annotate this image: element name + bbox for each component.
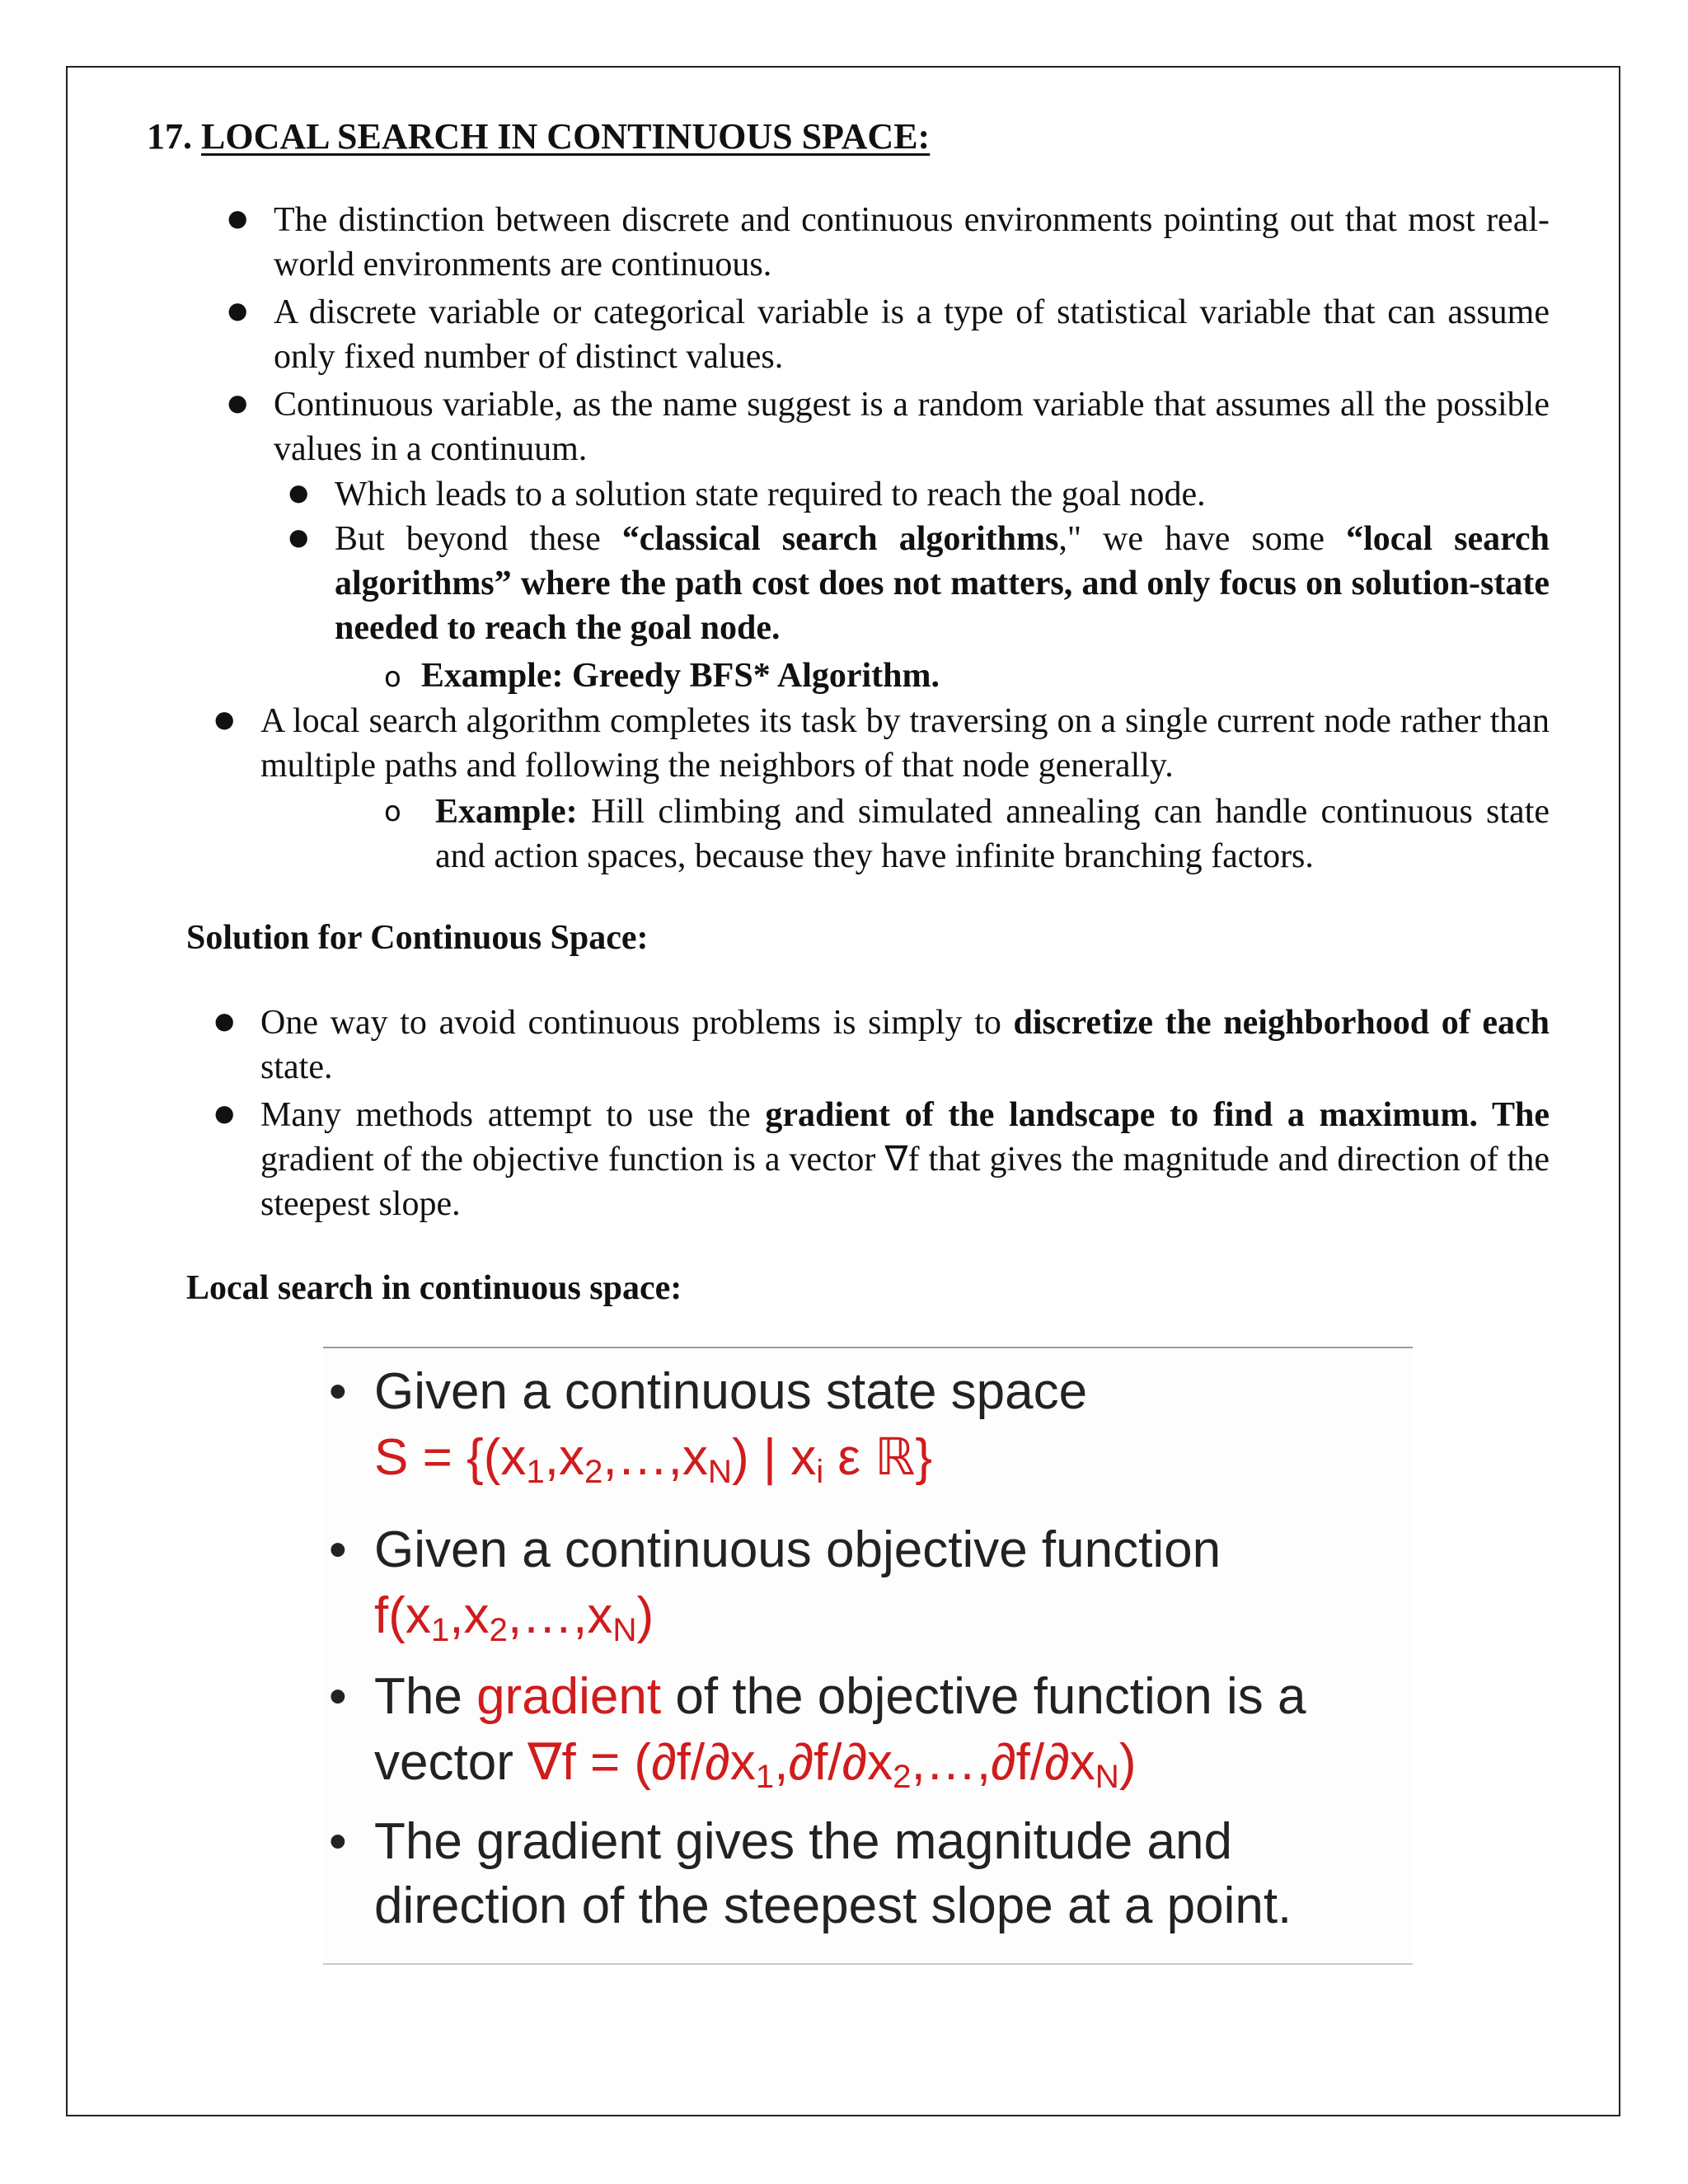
slide-bullet-icon: • [329,1363,347,1420]
heading-number: 17. [147,116,192,157]
slide-bullet-icon: • [329,1813,347,1870]
section-local-search-heading: Local search in continuous space: [186,1269,682,1307]
slide-item-gradient: • The gradient of the objective function is a [374,1665,1306,1729]
bullet-continuous-variable: ● Continuous variable, as the name suggest is a random variable that assumes all the possible values in a continuum. [274,382,1550,471]
section-heading [147,114,930,160]
slide-formula-state-space: $S = \{(x_1,x_2,\dots,x_N)$ | $x_i$ ε ℝ} [374,1429,933,1491]
sub-bullet-local-search: ● But beyond these “classical search algorithms," we have some “local search algorithms” where the path cost does not matters, and only focus on solution-state needed to reach the goal node. [335,517,1550,650]
slide-formula-objective: $f(x_1,x_2,\dots,x_N)$ [374,1587,654,1649]
bullet-discrete-variable: ● A discrete variable or categorical variable is a type of statistical variable that can assume only fixed number of distinct values. [274,290,1550,379]
bullet-local-search-algorithm: ● A local search algorithm completes its task by traversing on a single current node rather than multiple paths and following the neighbors of that node generally. [260,699,1550,788]
slide-item-objective-function: • Given a continuous objective function [374,1518,1221,1582]
bullet-list-sub [335,472,1550,650]
bullet-list-local [260,699,1550,788]
slide-bullet-icon: • [329,1668,347,1725]
example-hill-climbing: o Example: Hill climbing and simulated annealing can handle continuous state and action spaces, because they have infinite branching factors. [384,790,1550,879]
slide-item-magnitude-line2: direction of the steepest slope at a point. [374,1877,1292,1934]
bullet-discrete-continuous: ● The distinction between discrete and continuous environments pointing out that most real-world environments are continuous. [274,198,1550,287]
heading-title: LOCAL SEARCH IN CONTINUOUS SPACE: [201,116,931,157]
bullet-list-main [274,198,1550,471]
section-solution-heading: Solution for Continuous Space: [186,919,649,957]
circle-bullet-icon: o [384,795,401,828]
slide-item-state-space: • Given a continuous state space [374,1360,1087,1424]
slide-bullet-icon: • [329,1521,347,1578]
slide-image [323,1347,1413,1965]
sub-bullet-solution-state: ● Which leads to a solution state required to reach the goal node. [335,472,1550,517]
slide-item-magnitude: • The gradient gives the magnitude and [374,1810,1232,1874]
circle-bullet-icon: o [384,661,401,694]
bullet-discretize: ● One way to avoid continuous problems is simply to discretize the neighborhood of each state. [260,1001,1550,1090]
bullet-list-solution [260,1001,1550,1226]
slide-formula-gradient: vector $\nabla f = (\partial f/\partial x_1,\partial f/\partial x_2,\dots,\partial f/\partial x_N)$ [374,1734,1137,1796]
bullet-gradient: ● Many methods attempt to use the gradient of the landscape to find a maximum. The gradient of the objective function is a vector ∇f that gives the magnitude and direction of the steepest slope. [260,1093,1550,1226]
example-greedy-bfs: o Example: Greedy BFS* Algorithm. [384,657,940,695]
